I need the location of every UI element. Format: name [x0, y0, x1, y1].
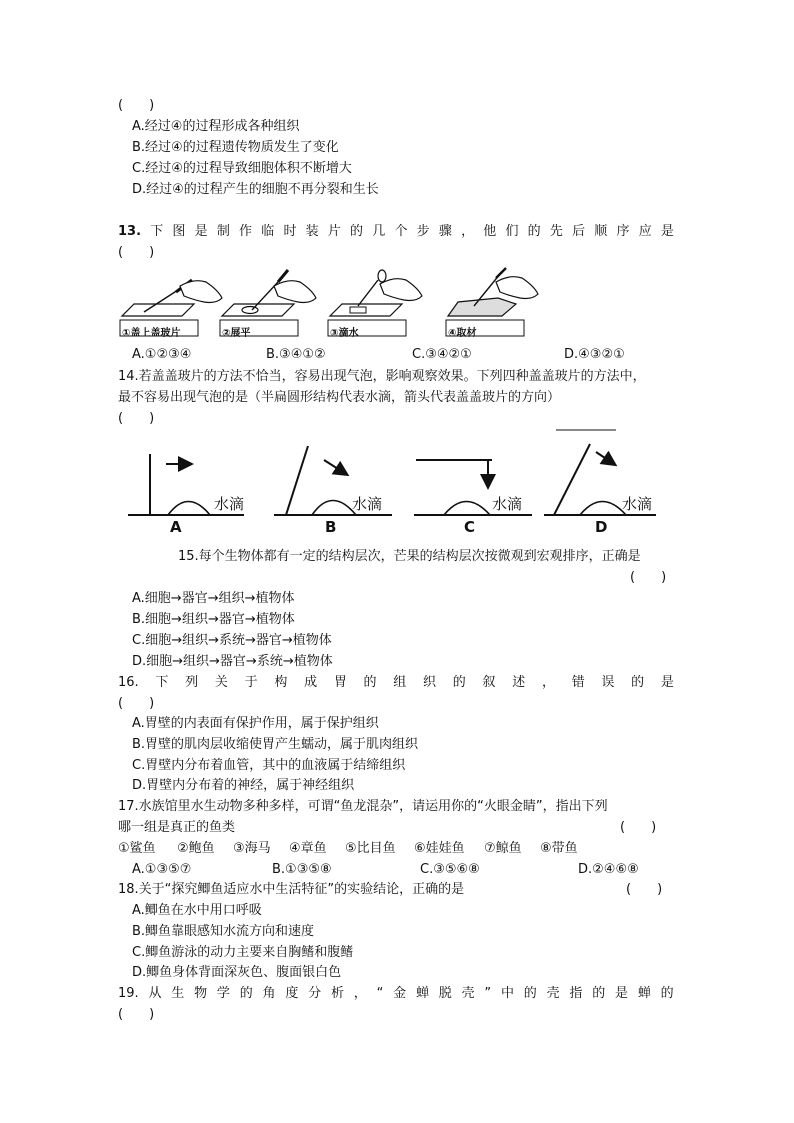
q14-option-c-label: C — [464, 518, 476, 536]
q17-stem-line2: 哪一组是真正的鱼类 — [118, 820, 236, 835]
q14-option-d-label: D — [595, 518, 608, 536]
q14-water-label-a: 水滴 — [214, 495, 245, 513]
q12-option-b: B.经过④的过程遗传物质发生了变化 — [132, 140, 339, 155]
q17-item-2: ②鲍鱼 — [177, 841, 215, 856]
q13-option-a: A.①②③④ — [132, 347, 192, 362]
q16-option-d: D.胃壁内分布着的神经，属于神经组织 — [132, 778, 355, 793]
q13-step-2-label: ②展平 — [222, 328, 251, 339]
q12-option-c: C.经过④的过程导致细胞体积不断增大 — [132, 161, 352, 176]
q17-item-7: ⑦鲸鱼 — [484, 841, 522, 856]
q19-stem: 19. 从 生 物 学 的 角 度 分 析 ， “ 金 蝉 脱 壳 ” 中 的 壳 指 的 是 蝉 的 — [118, 986, 674, 1001]
q18-option-c: C.鲫鱼游泳的动力主要来自胸鳍和腹鳍 — [132, 945, 354, 960]
q13-option-b: B.③④①② — [266, 347, 326, 362]
q14-answer-paren: ( ) — [118, 411, 155, 426]
q13-answer-paren: ( ) — [118, 245, 155, 260]
q16-option-c: C.胃壁内分布着血管，其中的血液属于结缔组织 — [132, 758, 406, 773]
q17-answer-paren: ( ) — [620, 820, 657, 835]
q17-stem-line1: 17.水族馆里水生动物多种多样，可谓“鱼龙混杂”，请运用你的“火眼金睛”，指出下列 — [118, 799, 608, 814]
q18-answer-paren: ( ) — [626, 882, 663, 897]
q13-step-3-label: ③滴水 — [330, 328, 359, 339]
q14-stem-line1: 14.若盖盖玻片的方法不恰当，容易出现气泡，影响观察效果。下列四种盖盖玻片的方法中， — [118, 369, 646, 384]
q17-item-4: ④章鱼 — [289, 841, 327, 856]
q14-water-label-c: 水滴 — [492, 495, 523, 513]
q18-option-a: A.鲫鱼在水中用口呼吸 — [132, 903, 262, 918]
q12-option-d: D.经过④的过程产生的细胞不再分裂和生长 — [132, 182, 379, 197]
q18-option-b: B.鲫鱼靠眼感知水流方向和速度 — [132, 924, 315, 939]
q16-stem: 16. 下 列 关 于 构 成 胃 的 组 织 的 叙 述 ， 错 误 的 是 — [118, 675, 674, 690]
q14-water-label-b: 水滴 — [352, 495, 383, 513]
q13-stem: 13. 下 图 是 制 作 临 时 装 片 的 几 个 步 骤 ， 他 们 的 先 后 顺 序 应 是 — [118, 224, 674, 239]
q13-step-1-label: ①盖上盖玻片 — [122, 328, 181, 339]
q15-option-d: D.细胞→组织→器官→系统→植物体 — [132, 654, 333, 669]
q17-option-b: B.①③⑤⑧ — [272, 862, 332, 877]
q17-option-c: C.③⑤⑥⑧ — [420, 862, 480, 877]
q16-answer-paren: ( ) — [118, 696, 155, 711]
q15-option-a: A.细胞→器官→组织→植物体 — [132, 591, 295, 606]
q17-item-1: ①鲨鱼 — [118, 841, 156, 856]
q18-stem: 18.关于“探究鲫鱼适应水中生活特征”的实验结论，正确的是 — [118, 882, 465, 897]
q12-answer-paren: ( ) — [118, 98, 155, 113]
q15-stem: 15.每个生物体都有一定的结构层次，芒果的结构层次按微观到宏观排序，正确是 — [178, 549, 641, 564]
q17-option-a: A.①③⑤⑦ — [132, 862, 192, 877]
q16-option-a: A.胃壁的内表面有保护作用，属于保护组织 — [132, 716, 379, 731]
q17-item-5: ⑤比目鱼 — [345, 841, 396, 856]
q17-item-8: ⑧带鱼 — [540, 841, 578, 856]
q12-option-a: A.经过④的过程形成各种组织 — [132, 119, 300, 134]
q15-option-c: C.细胞→组织→系统→器官→植物体 — [132, 633, 332, 648]
q17-item-6: ⑥娃娃鱼 — [414, 841, 465, 856]
q14-coverslip-figure — [126, 426, 666, 538]
q14-option-a-label: A — [170, 518, 182, 536]
q17-item-3: ③海马 — [233, 841, 271, 856]
q16-option-b: B.胃壁的肌肉层收缩使胃产生蠕动，属于肌肉组织 — [132, 737, 419, 752]
q14-water-label-d: 水滴 — [622, 495, 653, 513]
q13-option-c: C.③④②① — [412, 347, 472, 362]
q14-option-b-label: B — [325, 518, 337, 536]
q17-option-d: D.②④⑥⑧ — [578, 862, 639, 877]
q15-option-b: B.细胞→组织→器官→植物体 — [132, 612, 295, 627]
q15-answer-paren: ( ) — [630, 570, 667, 585]
q19-answer-paren: ( ) — [118, 1007, 155, 1022]
q14-stem-line2: 最不容易出现气泡的是（半扁圆形结构代表水滴，箭头代表盖盖玻片的方向） — [118, 390, 561, 405]
q13-option-d: D.④③②① — [564, 347, 625, 362]
q13-step-4-label: ④取材 — [448, 328, 477, 339]
q18-option-d: D.鲫鱼身体背面深灰色、腹面银白色 — [132, 965, 342, 980]
